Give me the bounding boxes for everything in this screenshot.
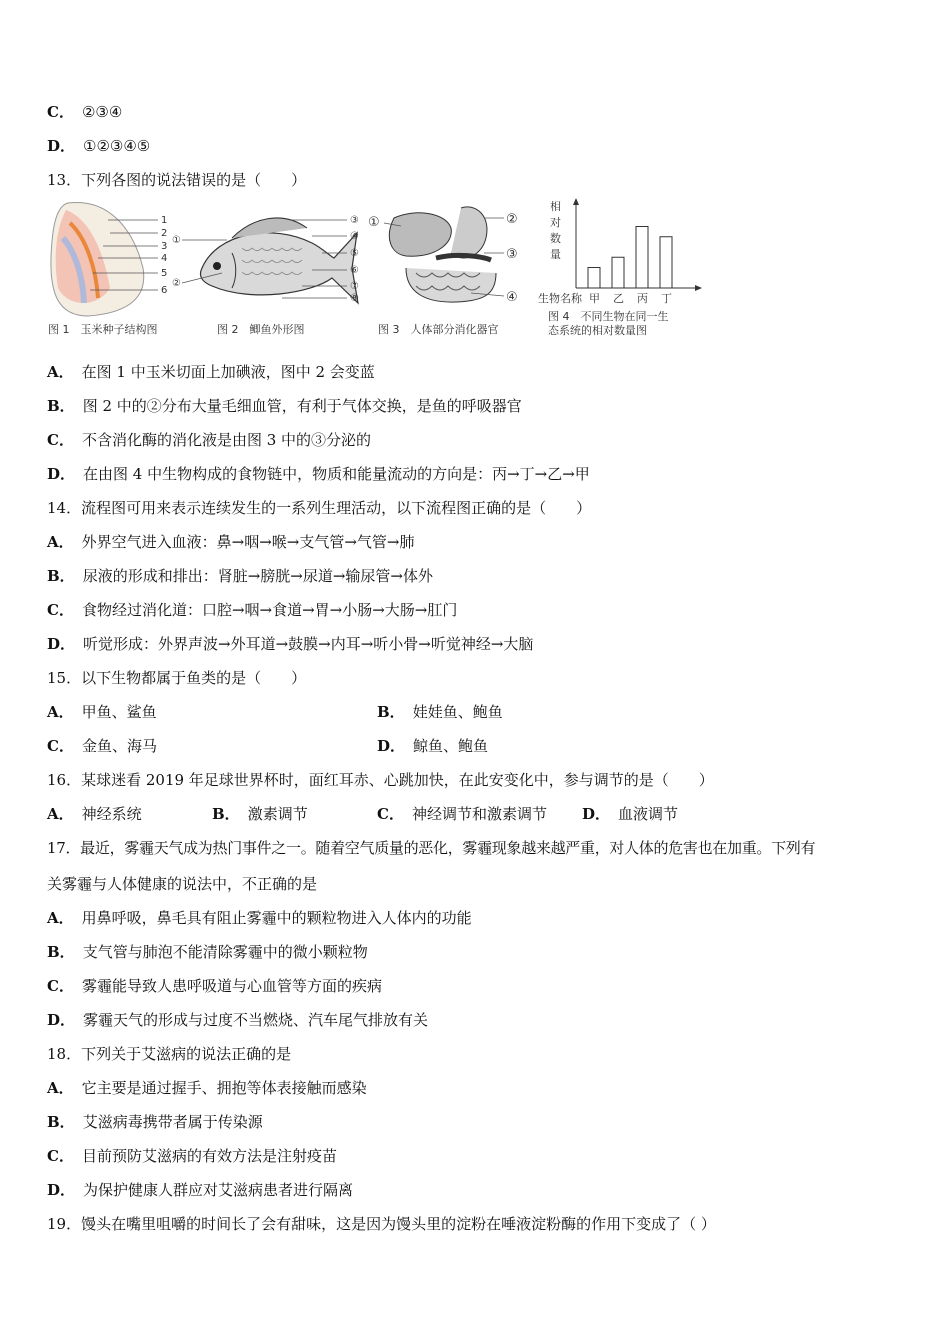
fig3-label-3: ③ [506,247,518,262]
fig2-caption: 图 2 鲫鱼外形图 [217,323,305,336]
option-label: C． [47,431,74,449]
option-text: ②③④ [81,103,123,121]
option-label: A． [47,909,74,927]
y-label-char: 对 [550,216,561,229]
y-label-char: 量 [550,248,561,261]
option-text: 艾滋病毒携带者属于传染源 [82,1113,263,1131]
option-text: 它主要是通过握手、拥抱等体表接触而感染 [81,1079,367,1097]
option-text: ①②③④⑤ [83,137,151,155]
option-label: D． [582,805,611,823]
x-tick-label: 乙 [613,292,624,305]
option-text: 在图 1 中玉米切面上加碘液，图中 2 会变蓝 [81,363,375,381]
fig1-label-4: 4 [161,253,168,264]
fish-illustration [172,198,364,318]
option-label: C． [377,805,404,823]
q15-option-a [47,702,157,722]
fig2-label-left-1: ① [172,235,181,246]
q18-option-a [47,1078,367,1098]
q16-option-c [377,804,547,824]
option-label: B． [212,805,240,823]
q16-option-b [212,804,308,824]
option-text: 支气管与肺泡不能清除雾霾中的微小颗粒物 [82,943,368,961]
fig3-caption: 图 3 人体部分消化器官 [378,323,499,336]
q14-option-c [47,600,457,620]
q13-option-c [47,430,371,450]
option-text: 鲸鱼、鲍鱼 [413,737,489,755]
q16-option-d [582,804,678,824]
fig1-caption: 图 1 玉米种子结构图 [48,323,158,336]
option-text: 雾霾天气的形成与过度不当燃烧、汽车尾气排放有关 [83,1011,429,1029]
q17-option-d [47,1010,428,1030]
q18-option-c [47,1146,337,1166]
option-text: 听觉形成：外界声波→外耳道→鼓膜→内耳→听小骨→听觉神经→大脑 [83,635,534,653]
option-text: 金鱼、海马 [81,737,157,755]
q15-option-b [377,702,503,722]
figure-3-digestive-organs [366,198,531,338]
bar-chart [538,198,703,308]
option-text: 食物经过消化道：口腔→咽→食道→胃→小肠→大肠→肛门 [81,601,458,619]
x-tick-label: 甲 [589,292,600,305]
bar-甲 [588,268,600,289]
option-text: 激素调节 [247,805,308,823]
q17-stem-line2: 关雾霾与人体健康的说法中，不正确的是 [47,875,318,893]
fig2-label-right-7: ⑦ [350,281,359,292]
option-text: 神经调节和激素调节 [411,805,547,823]
q13-stem: 13．下列各图的说法错误的是（ ） [47,171,307,189]
fig2-label-right-8: ⑧ [350,293,359,304]
q17-stem-line1: 17．最近，雾霾天气成为热门事件之一。随着空气质量的恶化，雾霾现象越来越严重，对人体的危害也在加重。下列有 [47,839,816,857]
corn-seed-illustration [48,198,173,318]
fig4-caption-line2: 态系统的相对数量图 [548,324,647,337]
q12-option-c [47,102,122,122]
q17-option-a [47,908,472,928]
fig1-label-3: 3 [161,241,168,252]
q13-option-a [47,362,375,382]
x-tick-label: 丙 [637,292,648,305]
q17-option-c [47,976,382,996]
fig3-label-4: ④ [506,290,518,305]
option-label: D． [47,137,76,155]
option-text: 尿液的形成和排出：肾脏→膀胱→尿道→输尿管→体外 [82,567,433,585]
bar-丁 [660,237,672,288]
option-label: A． [47,1079,74,1097]
q16-stem: 16．某球迷看 2019 年足球世界杯时，面红耳赤、心跳加快，在此安变化中，参与调节的是（ ） [47,771,714,789]
option-text: 为保护健康人群应对艾滋病患者进行隔离 [83,1181,354,1199]
fig3-label-1: ① [368,215,380,230]
option-text: 甲鱼、鲨鱼 [81,703,157,721]
option-text: 目前预防艾滋病的有效方法是注射疫苗 [81,1147,337,1165]
option-label: D． [47,465,76,483]
fig1-label-6: 6 [161,285,168,296]
q14-option-a [47,532,414,552]
option-label: A． [47,703,74,721]
fig1-label-5: 5 [161,268,168,279]
option-label: C． [47,103,74,121]
option-text: 图 2 中的②分布大量毛细血管，有利于气体交换，是鱼的呼吸器官 [82,397,522,415]
option-label: A． [47,363,74,381]
digestive-organs-illustration [366,198,531,318]
figure-4-bar-chart [538,198,703,343]
q15-stem: 15．以下生物都属于鱼类的是（ ） [47,669,307,687]
option-label: B． [47,397,75,415]
bar-乙 [612,257,624,288]
option-text: 神经系统 [81,805,142,823]
q17-option-b [47,942,368,962]
option-label: D． [47,1011,76,1029]
fig4-caption-line1: 图 4 不同生物在同一生 [548,310,669,323]
fig2-label-right-4: ④ [350,231,359,242]
option-label: C． [47,1147,74,1165]
q13-option-b [47,396,522,416]
option-text: 不含消化酶的消化液是由图 3 中的③分泌的 [81,431,372,449]
q16-option-a [47,804,142,824]
q13-option-d [47,464,590,484]
fig1-label-1: 1 [161,215,168,226]
option-label: D． [377,737,406,755]
q12-option-d [47,136,150,156]
y-label-char: 数 [550,232,561,245]
figure-2-fish [172,198,364,338]
q18-option-b [47,1112,263,1132]
q14-option-d [47,634,533,654]
option-text: 外界空气进入血液：鼻→咽→喉→支气管→气管→肺 [81,533,415,551]
x-axis-label: 生物名称 [538,292,582,305]
option-text: 血液调节 [618,805,679,823]
option-label: B． [47,1113,75,1131]
fig2-label-left-2: ② [172,278,181,289]
q14-option-b [47,566,433,586]
option-label: B． [47,567,75,585]
option-label: B． [377,703,405,721]
option-label: B． [47,943,75,961]
q14-stem: 14．流程图可用来表示连续发生的一系列生理活动，以下流程图正确的是（ ） [47,499,592,517]
fig2-label-right-6: ⑥ [350,265,359,276]
option-label: D． [47,1181,76,1199]
q18-stem: 18．下列关于艾滋病的说法正确的是 [47,1045,292,1063]
fig2-label-right-3: ③ [350,215,359,226]
option-label: C． [47,737,74,755]
x-axis-arrow [695,285,702,291]
y-label-char: 相 [550,200,561,213]
q19-stem: 19．馒头在嘴里咀嚼的时间长了会有甜味，这是因为馒头里的淀粉在唾液淀粉酶的作用下变成了（ ） [47,1215,716,1233]
option-label: A． [47,533,74,551]
option-text: 雾霾能导致人患呼吸道与心血管等方面的疾病 [81,977,382,995]
x-tick-label: 丁 [661,292,672,305]
option-text: 娃娃鱼、鲍鱼 [412,703,503,721]
y-axis-arrow [573,198,579,205]
option-label: D． [47,635,76,653]
bar-丙 [636,227,648,289]
fig1-label-2: 2 [161,228,168,239]
option-label: C． [47,977,74,995]
fig2-label-right-5: ⑤ [350,248,359,259]
option-label: A． [47,805,74,823]
fig3-label-2: ② [506,212,518,227]
option-text: 在由图 4 中生物构成的食物链中，物质和能量流动的方向是：丙→丁→乙→甲 [83,465,590,483]
figure-1-corn-seed [48,198,173,338]
option-text: 用鼻呼吸，鼻毛具有阻止雾霾中的颗粒物进入人体内的功能 [81,909,472,927]
option-label: C． [47,601,74,619]
q18-option-d [47,1180,353,1200]
q15-option-c [47,736,157,756]
q15-option-d [377,736,488,756]
